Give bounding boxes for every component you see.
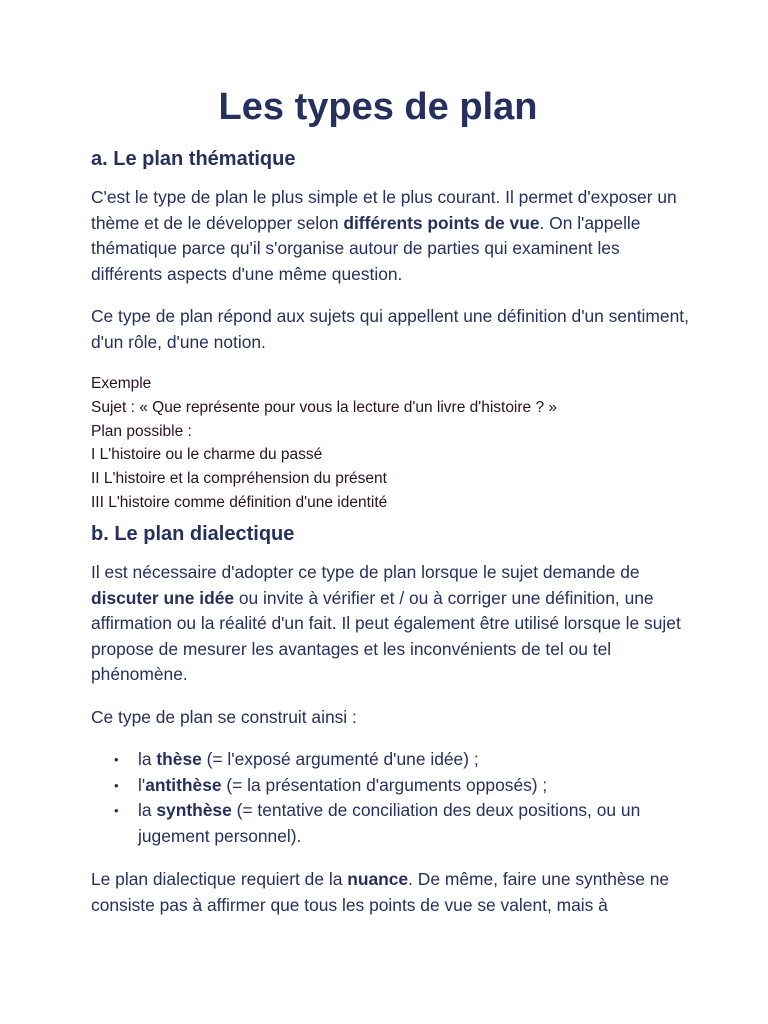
- plan-structure-list: [91, 747, 691, 849]
- text-run: (= la présentation d'arguments opposés) ;: [221, 774, 548, 795]
- bold-text: synthèse: [156, 800, 232, 821]
- text-run: la: [138, 800, 157, 821]
- text-run: . On l'appelle thématique parce qu'il s'organise autour de parties qui examinent les différents aspects d'une même question.: [91, 212, 641, 284]
- section-a-paragraph-1: [91, 185, 691, 287]
- section-a-paragraph-2: Ce type de plan répond aux sujets qui appellent une définition d'un sentiment, d'un rôle, d'une notion.: [91, 306, 689, 352]
- bullet-icon: •: [114, 803, 119, 819]
- text-run: l': [138, 774, 146, 795]
- list-item: [91, 798, 691, 849]
- bullet-icon: •: [114, 777, 119, 793]
- example-part: II L'histoire et la compréhension du présent: [91, 470, 387, 488]
- text-run: . De même, faire une synthèse ne consiste pas à affirmer que tous les points de vue se valent, mais à: [91, 869, 670, 915]
- bold-text: nuance: [347, 869, 409, 889]
- text-run: (= l'exposé argumenté d'une idée) ;: [201, 749, 479, 769]
- section-b-paragraph-1: [91, 560, 691, 688]
- bold-text: thèse: [156, 749, 202, 769]
- text-run: la: [138, 749, 157, 769]
- example-label: Exemple: [91, 375, 152, 392]
- bold-text: antithèse: [145, 774, 222, 795]
- text-run: (= tentative de conciliation des deux positions, ou un jugement personnel).: [138, 800, 641, 846]
- example-part: III L'histoire comme définition d'une identité: [91, 493, 388, 511]
- example-subject: Sujet : « Que représente pour vous la lecture d'un livre d'histoire ? »: [91, 398, 558, 416]
- page-title: Les types de plan: [218, 86, 538, 128]
- bold-text: discuter une idée: [91, 587, 235, 608]
- text-run: Le plan dialectique requiert de la: [91, 869, 348, 889]
- section-b-heading: b. Le plan dialectique: [91, 523, 295, 545]
- section-b-paragraph-3: [91, 867, 691, 918]
- list-item: [91, 747, 691, 773]
- example-plan-label: Plan possible :: [91, 422, 192, 440]
- text-run: C'est le type de plan le plus simple et le plus courant. Il permet d'exposer un thème et de le développer selon: [91, 187, 677, 233]
- text-run: Il est nécessaire d'adopter ce type de plan lorsque le sujet demande de: [91, 562, 640, 582]
- section-a-heading: a. Le plan thématique: [91, 148, 296, 170]
- list-item: [91, 773, 691, 799]
- bold-text: différents points de vue: [343, 212, 540, 233]
- example-block: [91, 372, 557, 515]
- example-part: I L'histoire ou le charme du passé: [91, 446, 323, 464]
- text-run: ou invite à vérifier et / ou à corriger une définition, une affirmation ou la réalité d'un fait. Il peut également être utilisé lorsque le sujet propose de mesurer les avantages et les inconvénients de tel ou tel phénomène.: [91, 587, 681, 685]
- bullet-icon: •: [114, 752, 119, 767]
- section-b-paragraph-2: Ce type de plan se construit ainsi :: [91, 707, 357, 727]
